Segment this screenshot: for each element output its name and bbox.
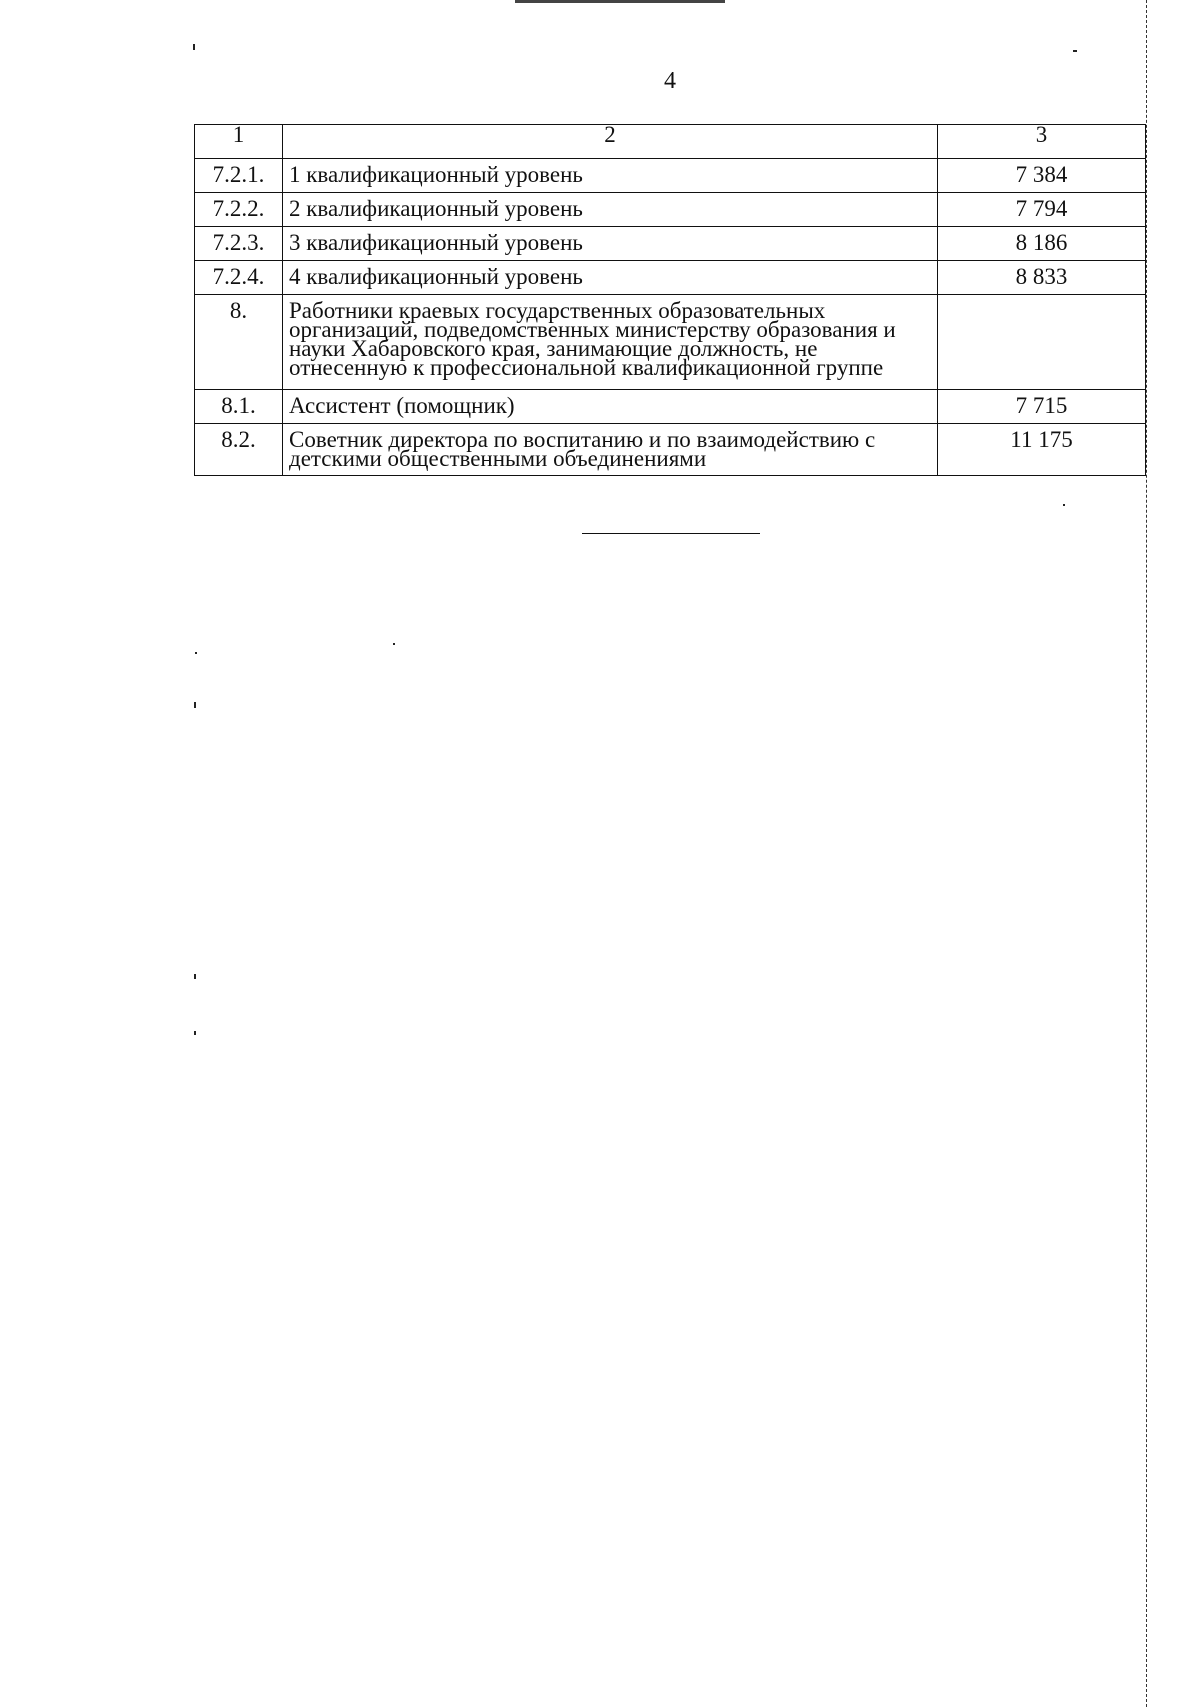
column-header-3: 3	[938, 125, 1146, 159]
scan-edge-line	[1146, 0, 1147, 1707]
scan-speck	[1063, 504, 1065, 506]
row-number: 8.2.	[195, 424, 283, 476]
row-number: 8.1.	[195, 390, 283, 424]
row-value: 7 794	[938, 193, 1146, 227]
row-number: 7.2.4.	[195, 261, 283, 295]
row-number: 7.2.1.	[195, 159, 283, 193]
row-description: 3 квалификационный уровень	[283, 227, 938, 261]
row-value: 7 715	[938, 390, 1146, 424]
column-header-2: 2	[283, 125, 938, 159]
table-row	[195, 261, 1146, 295]
row-description: Ассистент (помощник)	[283, 390, 938, 424]
row-description: Советник директора по воспитанию и по взаимодействию с детскими общественными объединениями	[283, 424, 938, 476]
table-row	[195, 227, 1146, 261]
scan-speck	[393, 643, 395, 645]
row-description: 1 квалификационный уровень	[283, 159, 938, 193]
scan-speck	[195, 652, 197, 654]
table-row	[195, 295, 1146, 390]
row-number: 7.2.2.	[195, 193, 283, 227]
salary-table	[194, 124, 1146, 476]
scan-speck	[1073, 50, 1077, 52]
scan-speck	[194, 702, 196, 708]
row-description: 2 квалификационный уровень	[283, 193, 938, 227]
table-row	[195, 390, 1146, 424]
column-header-1: 1	[195, 125, 283, 159]
row-number: 7.2.3.	[195, 227, 283, 261]
row-description: Работники краевых государственных образовательных организаций, подведомственных министерству образования и науки Хабаровского края, занимающие должность, не отнесенную к профессиональной квалификационной группе	[283, 295, 938, 390]
table-row	[195, 193, 1146, 227]
closing-divider	[582, 533, 760, 534]
page-number: 4	[664, 68, 676, 94]
scan-speck	[194, 1031, 196, 1035]
table-row	[195, 159, 1146, 193]
row-description: 4 квалификационный уровень	[283, 261, 938, 295]
row-value: 8 833	[938, 261, 1146, 295]
table-header-row	[195, 125, 1146, 159]
scan-top-smudge	[515, 0, 725, 3]
row-value: 7 384	[938, 159, 1146, 193]
row-value	[938, 295, 1146, 390]
scan-speck	[193, 44, 195, 50]
scan-speck	[194, 974, 196, 979]
row-value: 11 175	[938, 424, 1146, 476]
row-number: 8.	[195, 295, 283, 390]
row-value: 8 186	[938, 227, 1146, 261]
table-row	[195, 424, 1146, 476]
